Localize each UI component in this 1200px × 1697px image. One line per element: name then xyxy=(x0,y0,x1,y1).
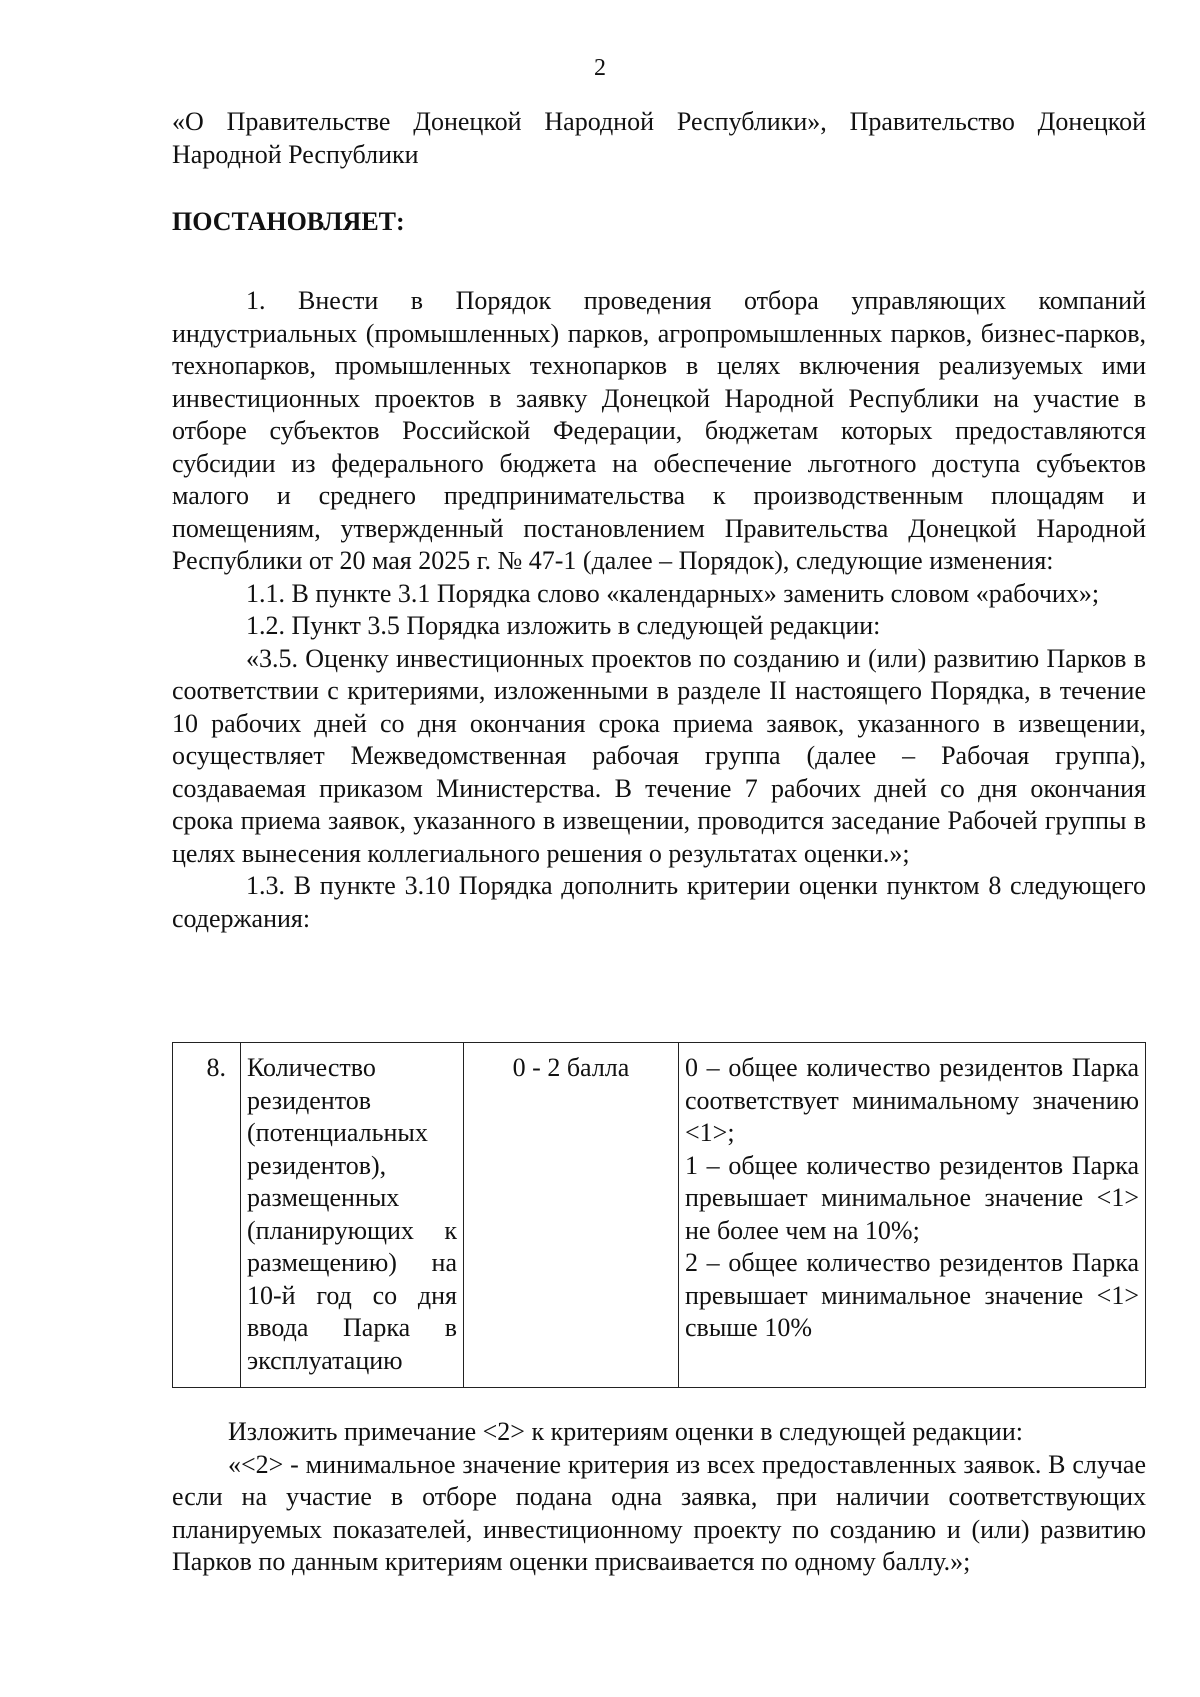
paragraph-1-2: 1.2. Пункт 3.5 Порядка изложить в следующей редакции: xyxy=(246,611,881,640)
score-line-1: 1 – общее количество резидентов Парка превышает минимальное значение <1> не более чем на 10%; xyxy=(685,1150,1139,1245)
intro-block xyxy=(172,106,1146,171)
criterion-score: 0 - 2 балла xyxy=(464,1043,679,1388)
resolves-heading: ПОСТАНОВЛЯЕТ: xyxy=(172,207,405,236)
score-line-0: 0 – общее количество резидентов Парка соответствует минимальному значению <1>; xyxy=(685,1053,1139,1147)
score-line-2: 2 – общее количество резидентов Парка превышает минимальное значение <1> свыше 10% xyxy=(685,1248,1139,1342)
criteria-table xyxy=(172,1042,1146,1388)
intro-paragraph: «О Правительстве Донецкой Народной Республики», Правительство Донецкой Народной Республики xyxy=(172,107,1146,169)
criterion-number: 8. xyxy=(173,1043,241,1388)
paragraph-3-5-text: «3.5. Оценку инвестиционных проектов по созданию и (или) развитию Парков в соответствии с критериями, изложенными в разделе II настоящего Порядка, в течение 10 рабочих дней со дня окончания срока приема заявок, указанного в извещении, осуществляет Межведомственная рабочая группа (далее – Рабочая группа), создаваемая приказом Министерства. В течение 7 рабочих дней со дня окончания срока приема заявок, указанного в извещении, проводится заседание Рабочей группы в целях вынесения коллегиального решения о результатах оценки.»; xyxy=(172,643,1146,868)
note-text: «<2> - минимальное значение критерия из всех предоставленных заявок. В случае если на участие в отборе подана одна заявка, при наличии соответствующих планируемых показателей, инвестиционному проекту по созданию и (или) развитию Парков по данным критериям оценки присваивается по одному баллу.»; xyxy=(172,1449,1146,1576)
note-block xyxy=(172,1416,1146,1579)
page-number: 2 xyxy=(594,55,606,81)
table-row xyxy=(173,1043,1146,1388)
paragraph-1-3: 1.3. В пункте 3.10 Порядка дополнить критерии оценки пунктом 8 следующего содержания: xyxy=(172,871,1146,933)
amendments-block xyxy=(172,285,1146,935)
paragraph-1: 1. Внести в Порядок проведения отбора управляющих компаний индустриальных (промышленных) парков, агропромышленных парков, бизнес-парков, технопарков, промышленных технопарков в целях включения реализуемых ими инвестиционных проектов в заявку Донецкой Народной Республики на участие в отборе субъектов Российской Федерации, бюджетам которых предоставляются субсидии из федерального бюджета на обеспечение льготного доступа субъектов малого и среднего предпринимательства к производственным площадям и помещениям, утвержденный постановлением Правительства Донецкой Народной Республики от 20 мая 2025 г. № 47-1 (далее – Порядок), следующие изменения: xyxy=(172,286,1146,575)
resolves-block xyxy=(172,206,1146,239)
criterion-description xyxy=(679,1043,1146,1388)
note-intro: Изложить примечание <2> к критериям оценки в следующей редакции: xyxy=(228,1417,1023,1446)
criterion-name: Количество резидентов (потенциальных резидентов), размещенных (планирующих к размещению) на 10-й год со дня ввода Парка в эксплуатацию xyxy=(241,1043,464,1388)
paragraph-1-1: 1.1. В пункте 3.1 Порядка слово «календарных» заменить словом «рабочих»; xyxy=(246,578,1100,608)
